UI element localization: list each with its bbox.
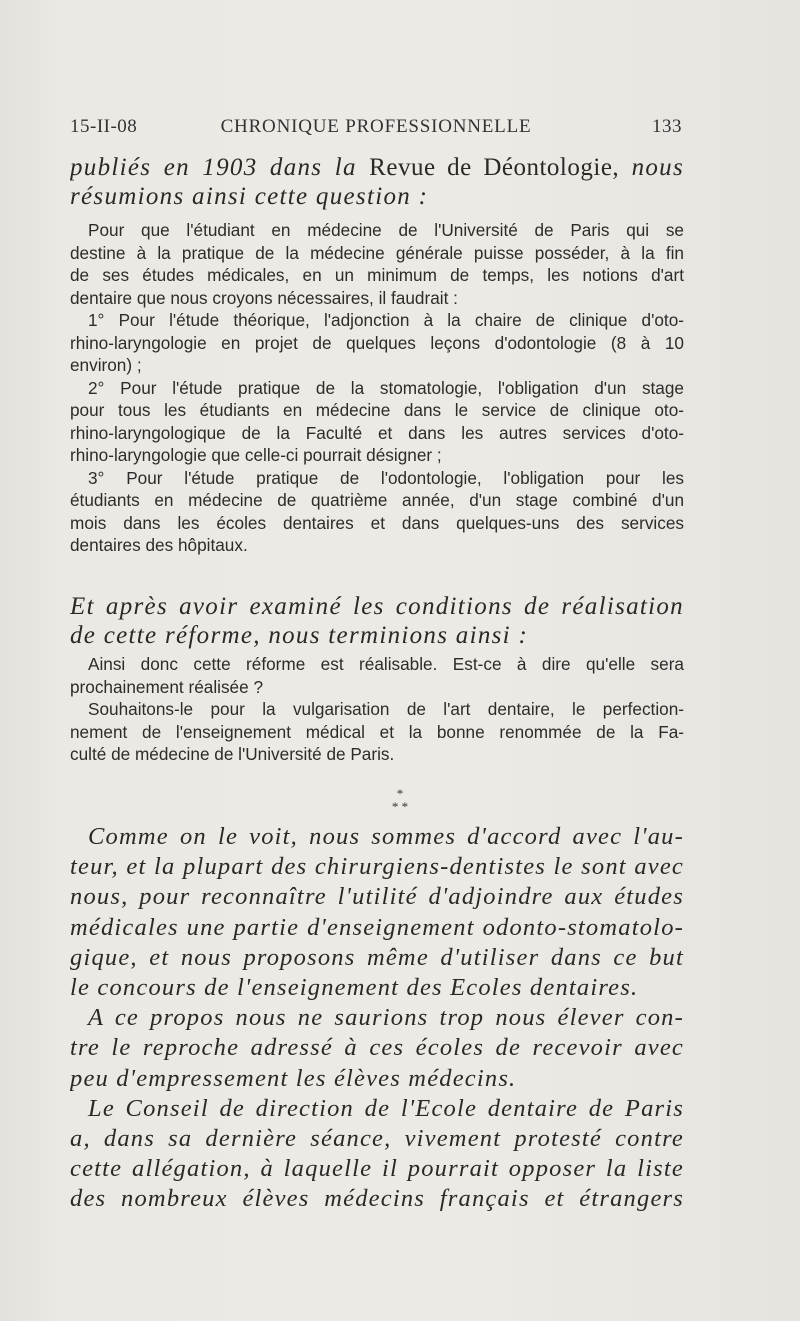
quoted-line: rhino-laryngologie en projet de quelques leçons d'odontologie (8 à 10 xyxy=(70,332,684,353)
commentary-line: le concours de l'enseignement des Ecoles dentaires. xyxy=(70,974,639,1002)
quoted-line: rhino-laryngologique de la Faculté et dans les autres services d'oto- xyxy=(70,422,684,443)
quoted-line: dentaire que nous croyons nécessaires, il faudrait : xyxy=(70,287,458,308)
quoted-line: nement de l'enseignement médical et la bonne renommée de la Fa- xyxy=(70,721,684,742)
commentary-line: Comme on le voit, nous sommes d'accord avec l'au- xyxy=(88,823,684,850)
intro-line xyxy=(70,182,684,211)
quoted-line: pour tous les étudiants en médecine dans le service de clinique oto- xyxy=(70,400,684,420)
commentary-line: gique, et nous proposons même d'utiliser dans ce but xyxy=(70,943,684,971)
intro-text: publiés en 1903 dans la xyxy=(70,154,370,181)
quoted-passage-1 xyxy=(70,219,684,557)
quoted-line: 3° Pour l'étude pratique de l'odontologie, l'obligation pour les xyxy=(88,467,684,488)
quoted-line: mois dans les écoles dentaires et dans quelques-uns des services xyxy=(70,512,684,533)
intro-text: résumions ainsi cette question : xyxy=(70,183,429,210)
running-header xyxy=(70,116,682,146)
commentary-line: nous, pour reconnaître l'utilité d'adjoindre aux études xyxy=(70,883,684,911)
quoted-line: 2° Pour l'étude pratique de la stomatologie, l'obligation d'un stage xyxy=(88,377,684,398)
quoted-line: Ainsi donc cette réforme est réalisable. Est-ce à dire qu'elle sera xyxy=(88,654,684,674)
separator-star-top: * xyxy=(396,786,404,801)
transition-paragraph xyxy=(70,592,684,650)
quoted-line: destine à la pratique de la médecine générale puisse posséder, à la fin xyxy=(70,242,684,263)
commentary-line: des nombreux élèves médecins français et étrangers xyxy=(70,1185,684,1213)
commentary-line: Le Conseil de direction de l'Ecole dentaire de Paris xyxy=(88,1094,684,1122)
transition-line: de cette réforme, nous terminions ainsi : xyxy=(70,622,529,649)
commentary-line: a, dans sa dernière séance, vivement protesté contre xyxy=(70,1125,684,1153)
quoted-line: dentaires des hôpitaux. xyxy=(70,535,248,555)
commentary-line: teur, et la plupart des chirurgiens-dentistes le sont avec xyxy=(70,853,684,881)
commentary-line: cette allégation, à laquelle il pourrait opposer la liste xyxy=(70,1155,684,1183)
quoted-line: rhino-laryngologie que celle-ci pourrait désigner ; xyxy=(70,445,442,465)
commentary-line: tre le reproche adressé à ces écoles de recevoir avec xyxy=(70,1034,684,1062)
header-running-title: CHRONIQUE PROFESSIONNELLE xyxy=(220,116,532,137)
quoted-line: Pour que l'étudiant en médecine de l'Université de Paris qui se xyxy=(88,220,684,240)
transition-line: Et après avoir examiné les conditions de réalisation xyxy=(70,593,684,620)
header-date: 15-II-08 xyxy=(70,116,138,137)
quoted-line: 1° Pour l'étude théorique, l'adjonction à la chaire de clinique d'oto- xyxy=(88,310,684,330)
quoted-line: prochainement réalisée ? xyxy=(70,676,263,697)
commentary-line: A ce propos nous ne saurions trop nous élever con- xyxy=(88,1004,684,1032)
intro-paragraph xyxy=(70,153,684,211)
header-page-number: 133 xyxy=(652,116,682,137)
commentary-line: médicales une partie d'enseignement odonto-stomatolo- xyxy=(70,913,684,941)
quoted-line: Souhaitons-le pour la vulgarisation de l'art dentaire, le perfection- xyxy=(88,699,684,719)
quoted-line: environ) ; xyxy=(70,355,142,375)
quoted-line: étudiants en médecine de quatrième année, d'un stage combiné d'un xyxy=(70,490,684,510)
commentary-line: peu d'empressement les élèves médecins. xyxy=(70,1064,517,1092)
intro-line xyxy=(70,153,684,182)
journal-title: Revue de Déontologie, xyxy=(369,154,620,181)
intro-text: nous xyxy=(619,154,684,181)
commentary-paragraphs xyxy=(70,822,684,1215)
separator-stars-bottom: * * xyxy=(391,799,409,814)
quoted-line: culté de médecine de l'Université de Paris. xyxy=(70,744,395,764)
quoted-passage-2 xyxy=(70,653,684,766)
quoted-line: de ses études médicales, en un minimum de temps, les notions d'art xyxy=(70,265,684,285)
